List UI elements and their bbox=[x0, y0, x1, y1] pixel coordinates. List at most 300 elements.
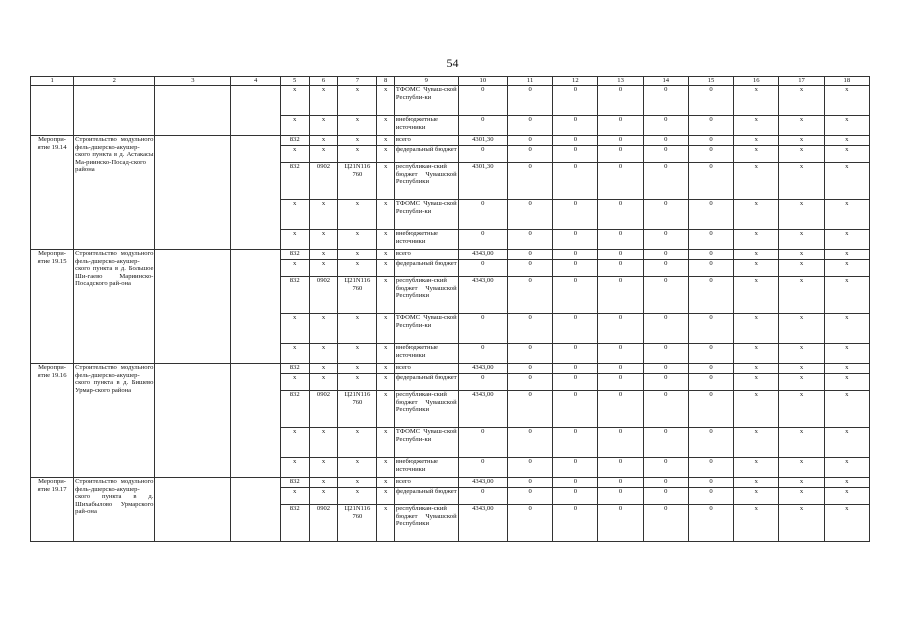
value-11: 0 bbox=[507, 344, 552, 364]
value-16: х bbox=[734, 478, 779, 488]
value-12: 0 bbox=[553, 230, 598, 250]
value-12: 0 bbox=[553, 505, 598, 542]
value-17: х bbox=[779, 136, 824, 146]
value-14: 0 bbox=[643, 136, 688, 146]
value-16: х bbox=[734, 391, 779, 428]
value-17: х bbox=[779, 146, 824, 163]
value-12: 0 bbox=[553, 488, 598, 505]
funding-source: ТФОМС Чуваш-ской Республи-ки bbox=[394, 200, 458, 230]
value-10: 0 bbox=[458, 314, 507, 344]
value-13: 0 bbox=[598, 163, 643, 200]
column-number-10: 10 bbox=[458, 77, 507, 86]
funding-source: внебюджетные источники bbox=[394, 458, 458, 478]
grbs-code: х bbox=[280, 374, 309, 391]
value-10: 0 bbox=[458, 260, 507, 277]
section-code: 0902 bbox=[309, 391, 338, 428]
value-17: х bbox=[779, 374, 824, 391]
value-16: х bbox=[734, 344, 779, 364]
target-article-code: х bbox=[338, 428, 377, 458]
value-14: 0 bbox=[643, 116, 688, 136]
value-18: х bbox=[824, 86, 869, 116]
value-13: 0 bbox=[598, 260, 643, 277]
responsible-cell bbox=[155, 86, 231, 136]
value-13: 0 bbox=[598, 505, 643, 542]
responsible-cell bbox=[155, 250, 231, 364]
coexecutor-cell bbox=[231, 478, 280, 542]
target-article-code: х bbox=[338, 136, 377, 146]
value-15: 0 bbox=[688, 200, 733, 230]
value-18: х bbox=[824, 116, 869, 136]
value-16: х bbox=[734, 86, 779, 116]
value-18: х bbox=[824, 478, 869, 488]
table-body bbox=[31, 86, 870, 542]
column-number-18: 18 bbox=[824, 77, 869, 86]
value-11: 0 bbox=[507, 458, 552, 478]
value-10: 4301,30 bbox=[458, 136, 507, 146]
section-code: х bbox=[309, 458, 338, 478]
target-article-code: х bbox=[338, 86, 377, 116]
value-18: х bbox=[824, 428, 869, 458]
value-15: 0 bbox=[688, 136, 733, 146]
value-14: 0 bbox=[643, 230, 688, 250]
value-18: х bbox=[824, 374, 869, 391]
value-17: х bbox=[779, 364, 824, 374]
value-14: 0 bbox=[643, 505, 688, 542]
value-16: х bbox=[734, 230, 779, 250]
value-15: 0 bbox=[688, 277, 733, 314]
section-code: 0902 bbox=[309, 277, 338, 314]
value-16: х bbox=[734, 458, 779, 478]
target-article-code: х bbox=[338, 314, 377, 344]
measure-number: Меропри-ятие 19.16 bbox=[31, 364, 74, 478]
expense-type-code: х bbox=[377, 260, 394, 277]
section-code: х bbox=[309, 250, 338, 260]
section-code: 0902 bbox=[309, 505, 338, 542]
value-14: 0 bbox=[643, 364, 688, 374]
value-11: 0 bbox=[507, 478, 552, 488]
value-15: 0 bbox=[688, 314, 733, 344]
value-15: 0 bbox=[688, 458, 733, 478]
value-16: х bbox=[734, 277, 779, 314]
section-code: х bbox=[309, 344, 338, 364]
expense-type-code: х bbox=[377, 277, 394, 314]
value-10: 4343,00 bbox=[458, 478, 507, 488]
value-16: х bbox=[734, 314, 779, 344]
value-10: 0 bbox=[458, 488, 507, 505]
value-11: 0 bbox=[507, 391, 552, 428]
value-10: 4343,00 bbox=[458, 364, 507, 374]
value-15: 0 bbox=[688, 391, 733, 428]
table-row bbox=[31, 364, 870, 374]
measure-number: Меропри-ятие 19.14 bbox=[31, 136, 74, 250]
value-10: 4343,00 bbox=[458, 250, 507, 260]
value-10: 4343,00 bbox=[458, 505, 507, 542]
section-code: х bbox=[309, 200, 338, 230]
measure-description: Строительство модульного фель-дшерско-акушер-ского пункта в д. Большое Ши-гаево Мариинско-Посадского рай-она bbox=[74, 250, 155, 364]
expense-type-code: х bbox=[377, 230, 394, 250]
value-14: 0 bbox=[643, 458, 688, 478]
value-18: х bbox=[824, 488, 869, 505]
grbs-code: х bbox=[280, 146, 309, 163]
value-15: 0 bbox=[688, 116, 733, 136]
value-17: х bbox=[779, 391, 824, 428]
value-10: 4301,30 bbox=[458, 163, 507, 200]
target-article-code: х bbox=[338, 364, 377, 374]
value-17: х bbox=[779, 200, 824, 230]
column-number-9: 9 bbox=[394, 77, 458, 86]
table-row bbox=[31, 86, 870, 116]
value-16: х bbox=[734, 136, 779, 146]
value-13: 0 bbox=[598, 488, 643, 505]
expense-type-code: х bbox=[377, 163, 394, 200]
value-14: 0 bbox=[643, 344, 688, 364]
funding-source: всего bbox=[394, 364, 458, 374]
column-number-13: 13 bbox=[598, 77, 643, 86]
responsible-cell bbox=[155, 478, 231, 542]
grbs-code: х bbox=[280, 86, 309, 116]
responsible-cell bbox=[155, 364, 231, 478]
value-18: х bbox=[824, 344, 869, 364]
value-12: 0 bbox=[553, 260, 598, 277]
value-10: 0 bbox=[458, 200, 507, 230]
column-number-3: 3 bbox=[155, 77, 231, 86]
measure-description: Строительство модульного фель-дшерско-акушер-ского пункта в д. Шихабылово Урмарского рай-она bbox=[74, 478, 155, 542]
target-article-code: х bbox=[338, 344, 377, 364]
value-12: 0 bbox=[553, 314, 598, 344]
value-14: 0 bbox=[643, 163, 688, 200]
value-17: х bbox=[779, 478, 824, 488]
value-16: х bbox=[734, 488, 779, 505]
value-17: х bbox=[779, 277, 824, 314]
section-code: х bbox=[309, 478, 338, 488]
section-code: х bbox=[309, 86, 338, 116]
target-article-code: Ц21N116 760 bbox=[338, 391, 377, 428]
grbs-code: 832 bbox=[280, 505, 309, 542]
value-15: 0 bbox=[688, 146, 733, 163]
value-11: 0 bbox=[507, 260, 552, 277]
page-number: 54 bbox=[446, 56, 459, 70]
value-17: х bbox=[779, 488, 824, 505]
funding-source: внебюджетные источники bbox=[394, 230, 458, 250]
section-code: х bbox=[309, 488, 338, 505]
value-18: х bbox=[824, 260, 869, 277]
value-14: 0 bbox=[643, 428, 688, 458]
value-14: 0 bbox=[643, 277, 688, 314]
value-18: х bbox=[824, 146, 869, 163]
funding-source: всего bbox=[394, 478, 458, 488]
value-11: 0 bbox=[507, 364, 552, 374]
value-13: 0 bbox=[598, 458, 643, 478]
value-16: х bbox=[734, 200, 779, 230]
value-13: 0 bbox=[598, 136, 643, 146]
grbs-code: х bbox=[280, 428, 309, 458]
value-14: 0 bbox=[643, 374, 688, 391]
value-11: 0 bbox=[507, 277, 552, 314]
grbs-code: 832 bbox=[280, 478, 309, 488]
expense-type-code: х bbox=[377, 136, 394, 146]
value-14: 0 bbox=[643, 488, 688, 505]
column-number-15: 15 bbox=[688, 77, 733, 86]
funding-source: внебюджетные источники bbox=[394, 344, 458, 364]
value-11: 0 bbox=[507, 374, 552, 391]
value-11: 0 bbox=[507, 116, 552, 136]
column-number-row bbox=[31, 77, 870, 86]
coexecutor-cell bbox=[231, 250, 280, 364]
target-article-code: х bbox=[338, 116, 377, 136]
responsible-cell bbox=[155, 136, 231, 250]
measure-number bbox=[31, 86, 74, 136]
measure-number: Меропри-ятие 19.17 bbox=[31, 478, 74, 542]
funding-source: республикан-ский бюджет Чувашской Республики bbox=[394, 505, 458, 542]
value-12: 0 bbox=[553, 458, 598, 478]
target-article-code: х bbox=[338, 260, 377, 277]
value-18: х bbox=[824, 314, 869, 344]
funding-source: всего bbox=[394, 136, 458, 146]
expense-type-code: х bbox=[377, 86, 394, 116]
value-18: х bbox=[824, 200, 869, 230]
funding-source: федеральный бюджет bbox=[394, 488, 458, 505]
grbs-code: х bbox=[280, 488, 309, 505]
grbs-code: х bbox=[280, 260, 309, 277]
value-13: 0 bbox=[598, 314, 643, 344]
expense-type-code: х bbox=[377, 488, 394, 505]
section-code: х bbox=[309, 428, 338, 458]
target-article-code: х bbox=[338, 200, 377, 230]
value-18: х bbox=[824, 230, 869, 250]
column-number-17: 17 bbox=[779, 77, 824, 86]
value-12: 0 bbox=[553, 428, 598, 458]
value-10: 0 bbox=[458, 344, 507, 364]
column-number-5: 5 bbox=[280, 77, 309, 86]
value-16: х bbox=[734, 250, 779, 260]
funding-source: федеральный бюджет bbox=[394, 146, 458, 163]
funding-source: ТФОМС Чуваш-ской Республи-ки bbox=[394, 428, 458, 458]
value-10: 0 bbox=[458, 230, 507, 250]
expense-type-code: х bbox=[377, 364, 394, 374]
target-article-code: х bbox=[338, 250, 377, 260]
value-11: 0 bbox=[507, 86, 552, 116]
value-14: 0 bbox=[643, 478, 688, 488]
value-13: 0 bbox=[598, 478, 643, 488]
funding-source: республикан-ский бюджет Чувашской Республики bbox=[394, 277, 458, 314]
grbs-code: х bbox=[280, 458, 309, 478]
value-10: 4343,00 bbox=[458, 391, 507, 428]
column-number-16: 16 bbox=[734, 77, 779, 86]
value-11: 0 bbox=[507, 250, 552, 260]
value-13: 0 bbox=[598, 277, 643, 314]
section-code: х bbox=[309, 364, 338, 374]
funding-source: ТФОМС Чуваш-ской Республи-ки bbox=[394, 86, 458, 116]
value-12: 0 bbox=[553, 163, 598, 200]
expense-type-code: х bbox=[377, 200, 394, 230]
value-13: 0 bbox=[598, 374, 643, 391]
value-17: х bbox=[779, 505, 824, 542]
value-11: 0 bbox=[507, 428, 552, 458]
section-code: х bbox=[309, 146, 338, 163]
section-code: 0902 bbox=[309, 163, 338, 200]
value-15: 0 bbox=[688, 374, 733, 391]
value-13: 0 bbox=[598, 428, 643, 458]
value-13: 0 bbox=[598, 86, 643, 116]
value-12: 0 bbox=[553, 374, 598, 391]
value-10: 0 bbox=[458, 86, 507, 116]
value-15: 0 bbox=[688, 428, 733, 458]
value-13: 0 bbox=[598, 230, 643, 250]
value-10: 0 bbox=[458, 146, 507, 163]
value-18: х bbox=[824, 277, 869, 314]
value-12: 0 bbox=[553, 250, 598, 260]
value-13: 0 bbox=[598, 391, 643, 428]
target-article-code: Ц21N116 760 bbox=[338, 277, 377, 314]
coexecutor-cell bbox=[231, 86, 280, 136]
value-17: х bbox=[779, 260, 824, 277]
target-article-code: х bbox=[338, 146, 377, 163]
table-row bbox=[31, 136, 870, 146]
column-number-8: 8 bbox=[377, 77, 394, 86]
grbs-code: х bbox=[280, 200, 309, 230]
value-11: 0 bbox=[507, 314, 552, 344]
expense-type-code: х bbox=[377, 391, 394, 428]
value-13: 0 bbox=[598, 344, 643, 364]
column-number-6: 6 bbox=[309, 77, 338, 86]
measure-description: Строительство модульного фель-дшерско-акушер-ского пункта в д. Астакасы Ма-риинско-Посад-ского района bbox=[74, 136, 155, 250]
funding-source: внебюджетные источники bbox=[394, 116, 458, 136]
grbs-code: 832 bbox=[280, 136, 309, 146]
value-16: х bbox=[734, 116, 779, 136]
expense-type-code: х bbox=[377, 250, 394, 260]
table-row bbox=[31, 250, 870, 260]
measure-description bbox=[74, 86, 155, 136]
grbs-code: 832 bbox=[280, 250, 309, 260]
value-12: 0 bbox=[553, 391, 598, 428]
expense-type-code: х bbox=[377, 314, 394, 344]
funding-source: республикан-ский бюджет Чувашской Республики bbox=[394, 391, 458, 428]
value-15: 0 bbox=[688, 478, 733, 488]
value-10: 0 bbox=[458, 458, 507, 478]
expense-type-code: х bbox=[377, 428, 394, 458]
value-11: 0 bbox=[507, 200, 552, 230]
value-10: 0 bbox=[458, 116, 507, 136]
value-11: 0 bbox=[507, 146, 552, 163]
value-12: 0 bbox=[553, 136, 598, 146]
column-number-4: 4 bbox=[231, 77, 280, 86]
expense-type-code: х bbox=[377, 505, 394, 542]
value-13: 0 bbox=[598, 116, 643, 136]
value-12: 0 bbox=[553, 364, 598, 374]
value-15: 0 bbox=[688, 344, 733, 364]
section-code: х bbox=[309, 260, 338, 277]
value-15: 0 bbox=[688, 505, 733, 542]
value-15: 0 bbox=[688, 163, 733, 200]
column-number-1: 1 bbox=[31, 77, 74, 86]
value-18: х bbox=[824, 458, 869, 478]
value-12: 0 bbox=[553, 116, 598, 136]
value-13: 0 bbox=[598, 146, 643, 163]
expense-type-code: х bbox=[377, 374, 394, 391]
value-13: 0 bbox=[598, 200, 643, 230]
expense-type-code: х bbox=[377, 146, 394, 163]
value-18: х bbox=[824, 364, 869, 374]
value-14: 0 bbox=[643, 250, 688, 260]
value-17: х bbox=[779, 116, 824, 136]
value-17: х bbox=[779, 230, 824, 250]
value-16: х bbox=[734, 505, 779, 542]
value-15: 0 bbox=[688, 364, 733, 374]
grbs-code: х bbox=[280, 344, 309, 364]
value-16: х bbox=[734, 428, 779, 458]
expense-type-code: х bbox=[377, 116, 394, 136]
target-article-code: х bbox=[338, 458, 377, 478]
value-15: 0 bbox=[688, 86, 733, 116]
value-18: х bbox=[824, 136, 869, 146]
value-14: 0 bbox=[643, 200, 688, 230]
value-16: х bbox=[734, 260, 779, 277]
value-12: 0 bbox=[553, 344, 598, 364]
value-16: х bbox=[734, 374, 779, 391]
value-16: х bbox=[734, 364, 779, 374]
value-17: х bbox=[779, 314, 824, 344]
section-code: х bbox=[309, 116, 338, 136]
budget-table bbox=[30, 76, 870, 542]
value-15: 0 bbox=[688, 230, 733, 250]
value-11: 0 bbox=[507, 488, 552, 505]
value-10: 0 bbox=[458, 428, 507, 458]
funding-source: ТФОМС Чуваш-ской Республи-ки bbox=[394, 314, 458, 344]
target-article-code: х bbox=[338, 374, 377, 391]
value-15: 0 bbox=[688, 250, 733, 260]
measure-number: Меропри-ятие 19.15 bbox=[31, 250, 74, 364]
section-code: х bbox=[309, 374, 338, 391]
value-11: 0 bbox=[507, 505, 552, 542]
value-12: 0 bbox=[553, 277, 598, 314]
column-number-7: 7 bbox=[338, 77, 377, 86]
section-code: х bbox=[309, 230, 338, 250]
value-11: 0 bbox=[507, 230, 552, 250]
value-10: 0 bbox=[458, 374, 507, 391]
value-16: х bbox=[734, 146, 779, 163]
value-12: 0 bbox=[553, 478, 598, 488]
target-article-code: Ц21N116 760 bbox=[338, 505, 377, 542]
grbs-code: х bbox=[280, 314, 309, 344]
value-17: х bbox=[779, 344, 824, 364]
expense-type-code: х bbox=[377, 458, 394, 478]
value-13: 0 bbox=[598, 250, 643, 260]
measure-description: Строительство модульного фель-дшерско-акушер-ского пункта в д. Бишево Урмар-ского района bbox=[74, 364, 155, 478]
value-12: 0 bbox=[553, 200, 598, 230]
target-article-code: х bbox=[338, 488, 377, 505]
column-number-14: 14 bbox=[643, 77, 688, 86]
expense-type-code: х bbox=[377, 344, 394, 364]
column-number-11: 11 bbox=[507, 77, 552, 86]
column-number-2: 2 bbox=[74, 77, 155, 86]
value-11: 0 bbox=[507, 136, 552, 146]
funding-source: федеральный бюджет bbox=[394, 260, 458, 277]
value-15: 0 bbox=[688, 260, 733, 277]
section-code: х bbox=[309, 136, 338, 146]
value-10: 4343,00 bbox=[458, 277, 507, 314]
value-12: 0 bbox=[553, 146, 598, 163]
column-number-12: 12 bbox=[553, 77, 598, 86]
value-13: 0 bbox=[598, 364, 643, 374]
target-article-code: х bbox=[338, 478, 377, 488]
table-row bbox=[31, 478, 870, 488]
grbs-code: х bbox=[280, 116, 309, 136]
grbs-code: 832 bbox=[280, 163, 309, 200]
value-17: х bbox=[779, 86, 824, 116]
grbs-code: х bbox=[280, 230, 309, 250]
funding-source: федеральный бюджет bbox=[394, 374, 458, 391]
grbs-code: 832 bbox=[280, 364, 309, 374]
